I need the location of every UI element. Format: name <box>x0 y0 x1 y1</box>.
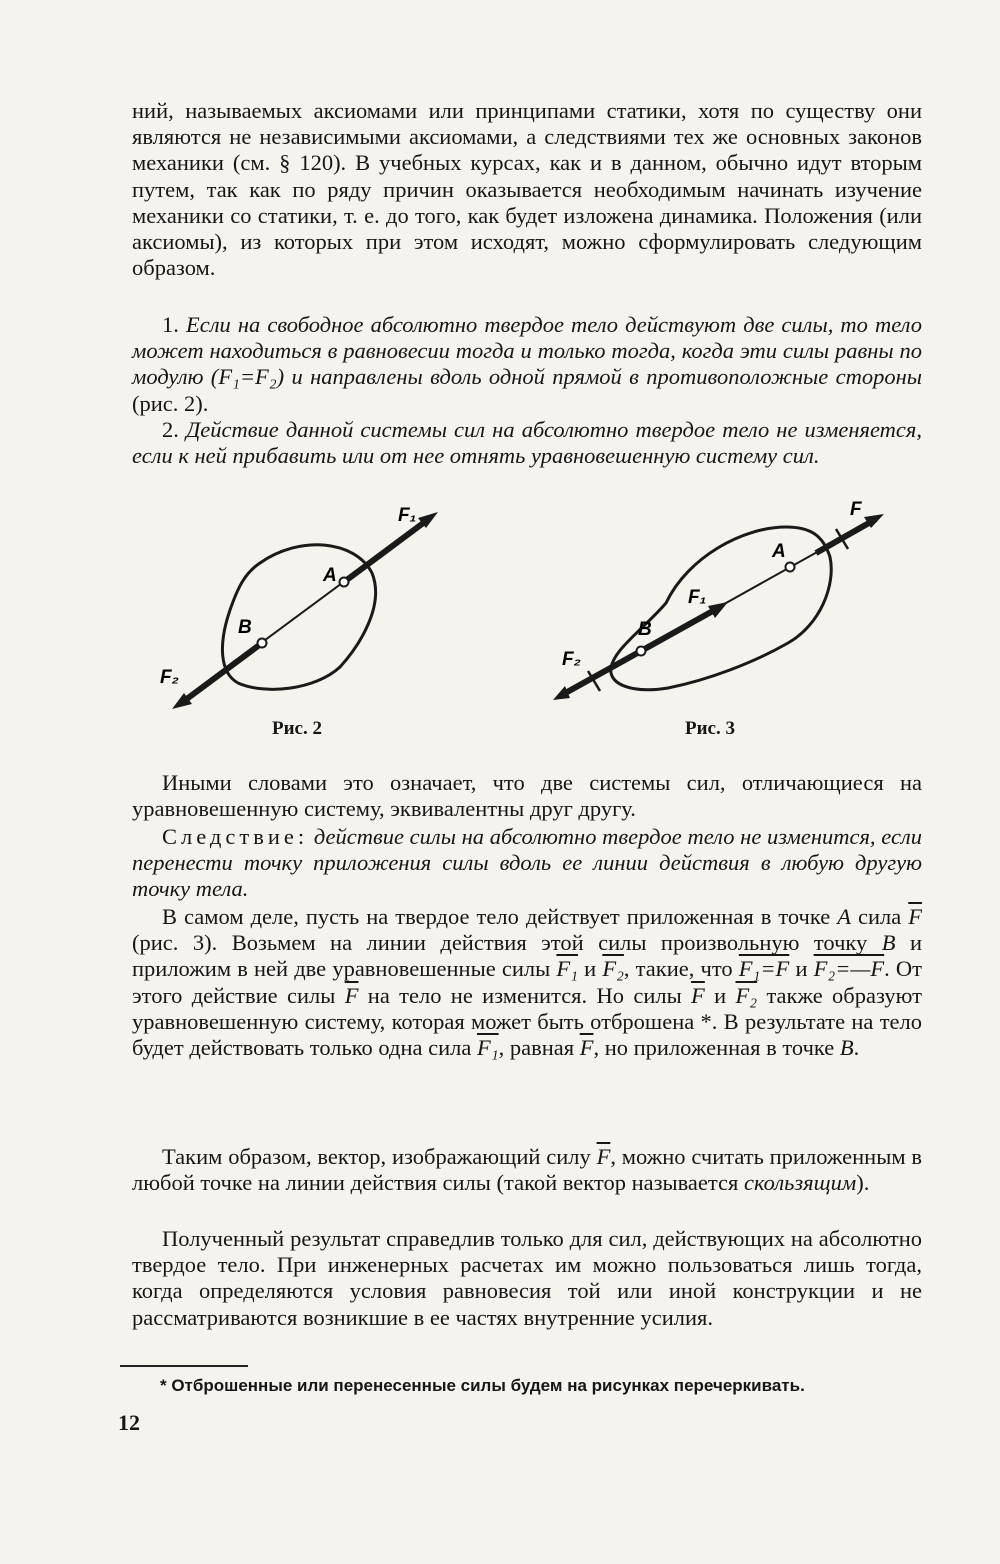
fig3-label-a: A <box>772 541 786 562</box>
proof-text-4: и приложим в ней две уравновешенные силы <box>132 930 922 982</box>
equation-f2: F₂=—F <box>813 956 885 982</box>
axiom-1-ref: (рис. 2). <box>132 390 209 416</box>
proof-text-2: сила <box>858 904 902 929</box>
fig3-label-f1: F₁ <box>688 587 707 608</box>
proof-paragraph <box>132 904 922 1061</box>
fig2-label-a: A <box>323 565 337 586</box>
vector-f1: F₁ <box>556 956 578 982</box>
fig3-arrowhead-f2 <box>553 686 570 700</box>
axiom-2 <box>132 417 922 469</box>
fig2-vector-f1 <box>344 521 426 582</box>
axiom-2-number: 2. <box>162 417 179 442</box>
paragraph-other-words: Иными словами это означает, что две системы сил, отличающиеся на уравновешенную систему, эквивалентны друг другу. <box>132 770 922 822</box>
proof-text-1: В самом деле, пусть на твердое тело действует приложенная в точке <box>162 904 831 929</box>
corollary <box>132 824 922 903</box>
result-paragraph: Полученный результат справедлив только для сил, действующих на абсолютно твердое тело. При инженерных расчетах им можно пользоваться лишь тогда, когда определяются условия равновесия той или иной конструкции и не рассматриваются возникшие в ее частях внутренние усилия. <box>132 1226 922 1330</box>
axiom-1-text-b: ) и направлены вдоль одной прямой в противоположные стороны <box>276 364 923 390</box>
footnote: * Отброшенные или перенесенные силы будем на рисунках перечеркивать. <box>160 1376 805 1395</box>
figure-2 <box>150 495 450 720</box>
sliding-text-3: ). <box>856 1170 870 1196</box>
var-a: A <box>837 904 851 929</box>
proof-text-5: и <box>584 956 597 982</box>
fig3-point-a <box>786 563 795 572</box>
proof-text-6: , такие, что <box>623 956 733 982</box>
fig2-caption: Рис. 2 <box>272 718 322 739</box>
page-number: 12 <box>118 1410 140 1435</box>
axiom-1-number: 1. <box>162 312 179 337</box>
sliding-text-2: , можно считать приложенным в любой точке на линии действия силы (такой вектор называется <box>132 1144 922 1196</box>
fig3-label-f: F <box>850 499 862 520</box>
footnote-rule <box>120 1365 248 1367</box>
sliding-vector-paragraph <box>132 1144 922 1196</box>
fig2-point-b <box>258 639 267 648</box>
proof-text-10: и <box>714 982 727 1008</box>
axiom-2-text: Действие данной системы сил на абсолютно твердое тело не изменяется, если к ней прибавить или от нее отнять уравновешенную систему сил. <box>132 417 922 469</box>
fig3-point-b <box>637 647 646 656</box>
proof-text-11: также образуют уравновешенную систему, которая может быть отброшена *. В результате на тело будет действовать только одна сила <box>132 982 922 1061</box>
vector-f2: F₂ <box>602 956 624 982</box>
corollary-label: Следствие: <box>162 824 309 849</box>
fig2-point-a <box>340 578 349 587</box>
fig3-caption: Рис. 3 <box>685 718 735 739</box>
axiom-1 <box>132 312 922 417</box>
proof-text-12: , равная <box>498 1035 575 1061</box>
figure-3 <box>548 485 893 705</box>
proof-text-14: . <box>853 1035 860 1061</box>
proof-text-13: , но приложенная в точке <box>593 1035 835 1061</box>
fig3-arrowhead-f1 <box>708 602 728 618</box>
corollary-text: действие силы на абсолютно твердое тело не изменится, если перенести точку приложения силы вдоль ее линии действия в любую другую точку тела. <box>132 824 922 902</box>
fig2-label-f1: F₁ <box>398 505 417 526</box>
vector-f-2: $\overline{F}$ <box>344 982 359 1008</box>
intro-paragraph: ний, называемых аксиомами или принципами статики, хотя по существу они являются не независимыми аксиомами, а следствиями тех же основных законов механики (см. § 120). В учебных курсах, как и в данном, обычно идут вторым путем, так как по ряду причин оказывается необходимым начинать изучение механики со статики, т. е. до того, как будет изложена динамика. Положения (или аксиомы), из которых при этом исходят, можно сформулировать следующим образом. <box>132 98 922 281</box>
vector-f-3: $\overline{F}$ <box>691 982 705 1008</box>
fig3-vector-f1 <box>641 607 720 651</box>
fig3-label-f2: F₂ <box>562 649 581 670</box>
proof-text-3: (рис. 3). Возьмем на линии действия этой силы произвольную точку <box>132 930 868 956</box>
proof-text-8: . От этого действие силы <box>132 956 923 1008</box>
vector-f: $\overline{F}$ <box>908 904 923 929</box>
sliding-vector-f: $\overline{F}$ <box>596 1144 611 1169</box>
equation-f1: F₁=F <box>738 956 790 982</box>
fig2-label-b: B <box>238 617 252 638</box>
vector-f1-2: F₁ <box>477 1035 499 1061</box>
vector-f-4: $\overline{F}$ <box>579 1035 594 1061</box>
fig3-label-b: B <box>638 619 652 640</box>
fig2-label-f2: F₂ <box>160 667 179 688</box>
axiom-1-text-a: Если на свободное абсолютно твердое тело действуют две силы, то тело может находиться в равновесии тогда и только тогда, когда эти силы равны по модулю ( <box>132 312 923 390</box>
sliding-text-1: Таким образом, вектор, изображающий силу <box>162 1144 591 1169</box>
proof-text-9: на тело не изменится. Но силы <box>367 982 682 1008</box>
proof-text-7: и <box>795 956 808 982</box>
var-b: B <box>881 930 896 956</box>
axiom-1-equation: F₁=F₂ <box>218 364 277 390</box>
sliding-term: скользящим <box>743 1170 857 1196</box>
var-b-2: B <box>839 1035 854 1061</box>
vector-f2-2: F₂ <box>735 982 758 1008</box>
